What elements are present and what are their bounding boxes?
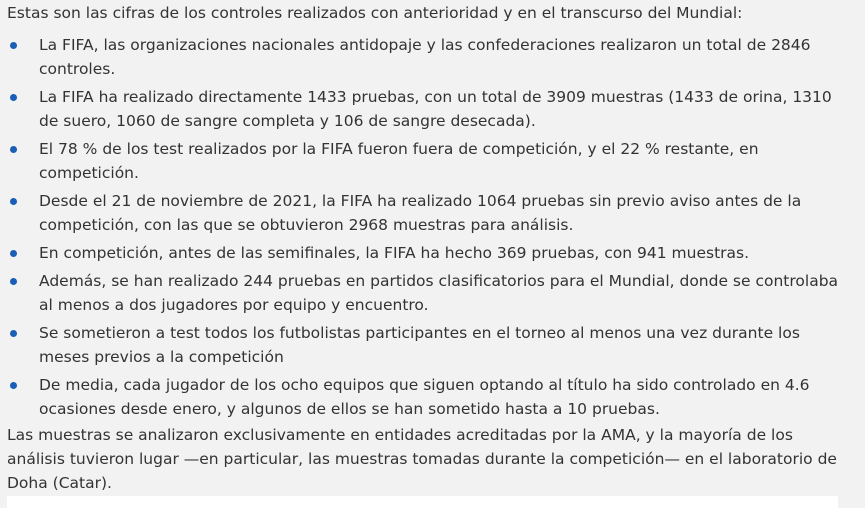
list-item-text: En competición, antes de las semifinales, la FIFA ha hecho 369 pruebas, con 941 muestras. [39, 244, 750, 262]
list-item-text: La FIFA, las organizaciones nacionales antidopaje y las confederaciones realizaron un total de 2846 controles. [39, 36, 811, 78]
list-item [7, 373, 852, 421]
list-item [7, 241, 852, 265]
content-box-edge [7, 496, 838, 508]
bullet-dot-icon [10, 250, 17, 257]
list-item-text: De media, cada jugador de los ocho equipos que siguen optando al título ha sido controlado en 4.6 ocasiones desde enero, y algunos de ellos se han sometido hasta a 10 pruebas. [39, 376, 810, 418]
bullet-dot-icon [10, 382, 17, 389]
outro-paragraph: Las muestras se analizaron exclusivamente en entidades acreditadas por la AMA, y la mayoría de los análisis tuvieron lugar —en particular, las muestras tomadas durante la competición— en el laboratorio de Doha (Catar). [7, 426, 837, 492]
article-body [7, 0, 852, 495]
list-item-text: La FIFA ha realizado directamente 1433 pruebas, con un total de 3909 muestras (1433 de orina, 1310 de suero, 1060 de sangre completa y 106 de sangre desecada). [39, 88, 832, 130]
list-item [7, 85, 852, 133]
list-item [7, 137, 852, 185]
bullet-dot-icon [10, 42, 17, 49]
list-item [7, 33, 852, 81]
bullet-dot-icon [10, 198, 17, 205]
list-item-text: El 78 % de los test realizados por la FIFA fueron fuera de competición, y el 22 % restante, en competición. [39, 140, 759, 182]
list-item [7, 189, 852, 237]
list-item-text: Se sometieron a test todos los futbolistas participantes en el torneo al menos una vez durante los meses previos a la competición [39, 324, 800, 366]
list-item-text: Desde el 21 de noviembre de 2021, la FIFA ha realizado 1064 pruebas sin previo aviso antes de la competición, con las que se obtuvieron 2968 muestras para análisis. [39, 192, 802, 234]
list-item [7, 321, 852, 369]
list-item [7, 269, 852, 317]
stats-list [7, 33, 852, 421]
intro-paragraph: Estas son las cifras de los controles realizados con anterioridad y en el transcurso del Mundial: [7, 4, 743, 22]
bullet-dot-icon [10, 94, 17, 101]
bullet-dot-icon [10, 330, 17, 337]
bullet-dot-icon [10, 278, 17, 285]
bullet-dot-icon [10, 146, 17, 153]
list-item-text: Además, se han realizado 244 pruebas en partidos clasificatorios para el Mundial, donde se controlaba al menos a dos jugadores por equipo y encuentro. [39, 272, 839, 314]
